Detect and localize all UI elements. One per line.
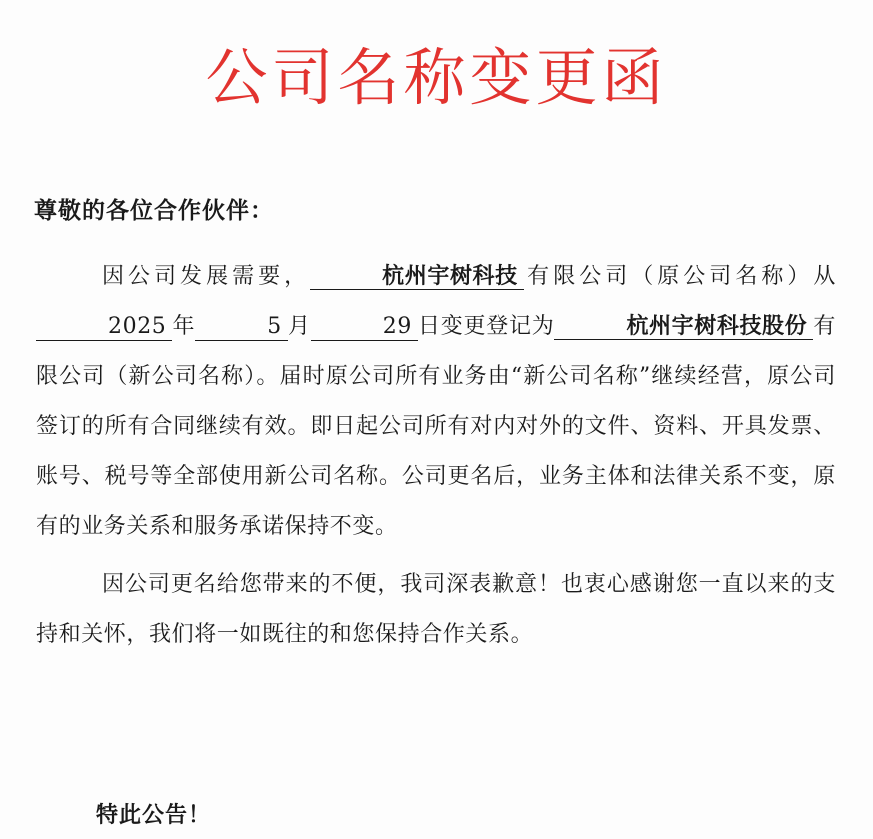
year-field: 2025 [36, 314, 172, 341]
intro-text: 因公司发展需要， [102, 264, 311, 289]
new-company-name-field: 杭州宇树科技股份 [554, 313, 813, 340]
old-name-suffix: 有限公司（原公司名称） [523, 264, 814, 289]
from-word: 从 [813, 264, 836, 289]
old-company-name-field: 杭州宇树科技 [310, 263, 524, 290]
document-title: 公司名称变更函 [205, 41, 668, 114]
paragraph-apology: 因公司更名给您带来的不便，我司深表歉意！也衷心感谢您一直以来的支持和关怀，我们将一如既往的和您保持合作关系。 [36, 572, 836, 647]
closing-statement: 特此公告！ [96, 802, 212, 828]
year-unit: 年 [172, 314, 196, 339]
day-unit-text: 日变更登记为 [417, 314, 555, 339]
paragraph-name-change [36, 252, 836, 552]
month-field: 5 [195, 314, 288, 341]
greeting-line: 尊敬的各位合作伙伴： [34, 197, 274, 224]
month-unit: 月 [287, 314, 311, 339]
letter-body [36, 252, 836, 660]
day-field: 29 [311, 314, 418, 341]
new-name-details: 有限公司（新公司名称）。届时原公司所有业务由“新公司名称”继续经营，原公司签订的所有合同继续有效。即日起公司所有对内对外的文件、资料、开具发票、账号、税号等全部使用新公司名称。公司更名后，业务主体和法律关系不变，原有的业务关系和服务承诺保持不变。 [36, 314, 836, 539]
